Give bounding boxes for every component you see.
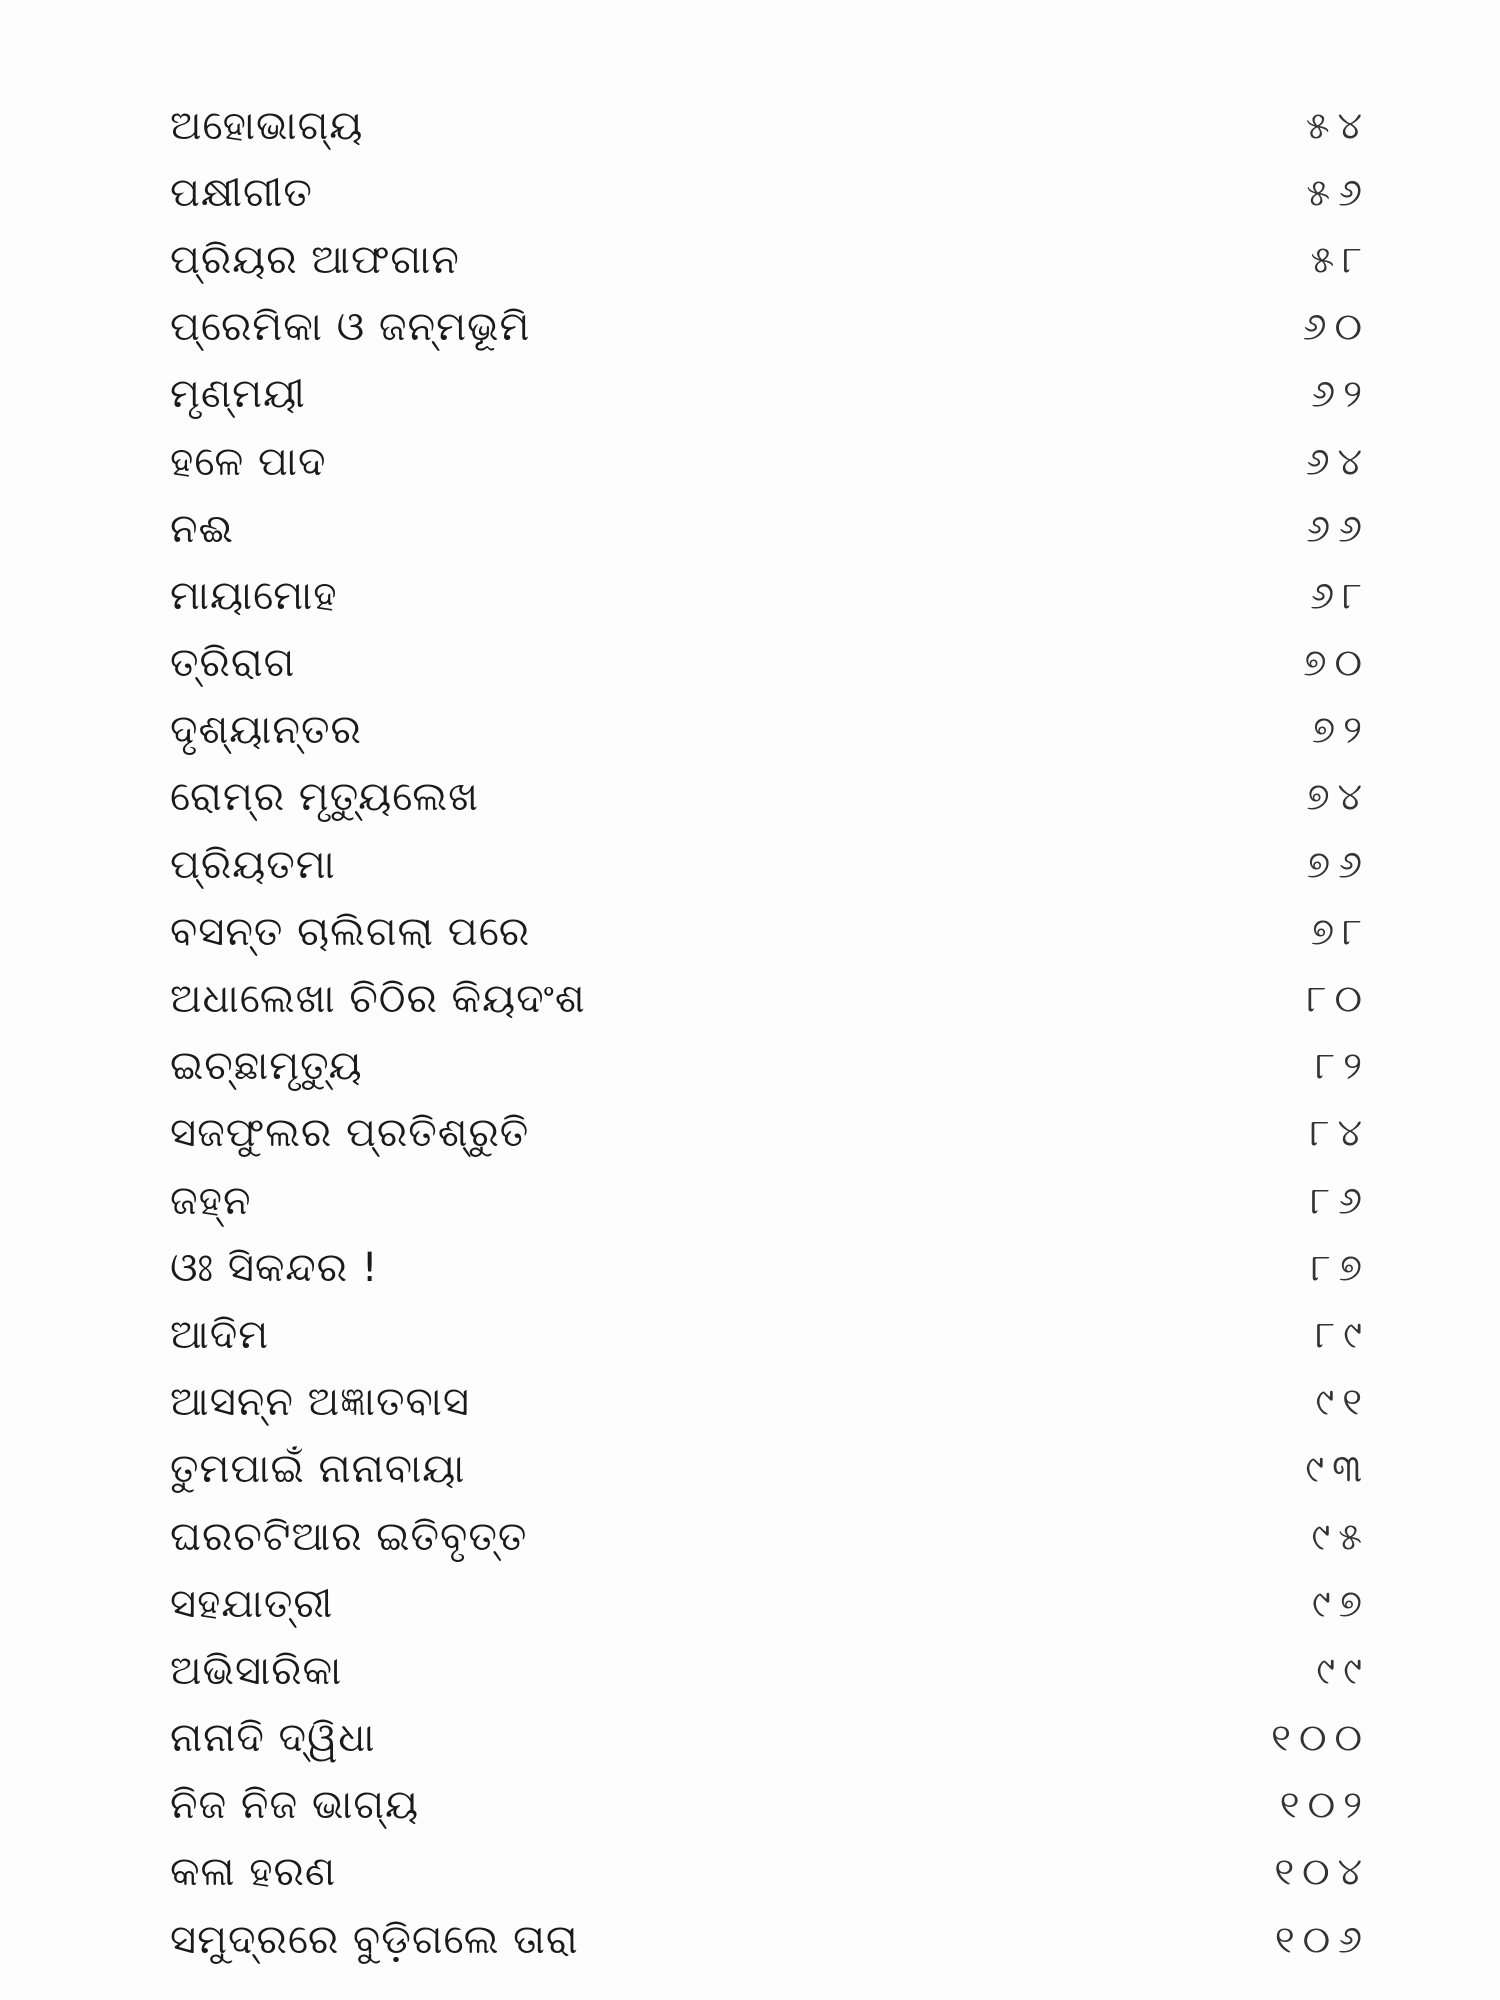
entry-title: ସଜଫୁଲର ପ୍ରତିଶ୍ରୁତି	[170, 1110, 530, 1157]
entry-title: ଅହୋଭାଗ୍ୟ	[170, 102, 364, 149]
entry-page-number: ୭୬	[1306, 842, 1370, 887]
toc-entry	[170, 92, 1370, 159]
table-of-contents	[170, 92, 1370, 1973]
toc-entry	[170, 1234, 1370, 1301]
entry-title: ଆସନ୍ନ ଅଜ୍ଞାତବାସ	[170, 1379, 470, 1426]
entry-title: ନିଜ ନିଜ ଭାଗ୍ୟ	[170, 1782, 420, 1829]
entry-title: ବସନ୍ତ ଚାଲିଗଲା ପରେ	[170, 908, 531, 955]
toc-entry	[170, 1436, 1370, 1503]
entry-title: ଇଚ୍ଛାମୃତ୍ୟୁ	[170, 1043, 363, 1090]
entry-title: ପ୍ରେମିକା ଓ ଜନ୍ମଭୂମି	[170, 304, 531, 351]
entry-title: ଦୃଶ୍ୟାନ୍ତର	[170, 707, 362, 754]
entry-page-number: ୮୬	[1310, 1178, 1370, 1223]
toc-entry	[170, 1772, 1370, 1839]
entry-page-number: ୫୪	[1305, 103, 1370, 148]
entry-title: ଆଦିମ	[170, 1311, 270, 1358]
entry-page-number: ୮୪	[1309, 1110, 1370, 1155]
entry-title: ତ୍ରିରାଗ	[170, 640, 296, 687]
entry-page-number: ୬୦	[1302, 304, 1370, 349]
entry-page-number: ୮୦	[1306, 976, 1370, 1021]
entry-title: ଓଃ ସିକନ୍ଦର !	[170, 1244, 379, 1291]
toc-entry	[170, 1167, 1370, 1234]
entry-page-number: ୧୦୦	[1271, 1715, 1370, 1760]
toc-entry	[170, 562, 1370, 629]
toc-entry	[170, 1637, 1370, 1704]
toc-entry	[170, 965, 1370, 1032]
entry-page-number: ୫୮	[1310, 237, 1370, 282]
toc-entry	[170, 495, 1370, 562]
entry-title: ସହଯାତ୍ରୀ	[170, 1580, 334, 1627]
entry-title: ହଳେ ପାଦ	[170, 438, 327, 485]
entry-page-number: ୮୭	[1310, 1245, 1370, 1290]
toc-entry	[170, 226, 1370, 293]
toc-entry	[170, 831, 1370, 898]
entry-title: ସମୁଦ୍ରରେ ବୁଡ଼ିଗଲେ ତାରା	[170, 1916, 579, 1963]
toc-entry	[170, 1839, 1370, 1906]
entry-page-number: ୯୩	[1305, 1446, 1370, 1491]
entry-title: ମାୟାମୋହ	[170, 572, 338, 619]
toc-entry	[170, 1033, 1370, 1100]
entry-title: ଜହ୍ନ	[170, 1177, 252, 1224]
entry-title: ତୁମପାଇଁ ନାନାବାୟା	[170, 1446, 466, 1493]
toc-entry	[170, 1100, 1370, 1167]
entry-page-number: ୬୬	[1306, 506, 1370, 551]
toc-entry	[170, 630, 1370, 697]
entry-title: କଳା ହରଣ	[170, 1849, 337, 1896]
entry-title: ପ୍ରିୟର ଆଫଗାନ	[170, 236, 460, 283]
entry-page-number: ୧୦୨	[1279, 1782, 1370, 1827]
entry-page-number: ୬୮	[1310, 573, 1370, 618]
entry-page-number: ୯୧	[1315, 1379, 1370, 1424]
toc-entry	[170, 1705, 1370, 1772]
toc-entry	[170, 898, 1370, 965]
toc-entry	[170, 1906, 1370, 1973]
entry-page-number: ୭୦	[1303, 640, 1370, 685]
toc-entry	[170, 697, 1370, 764]
entry-page-number: ୧୦୬	[1274, 1917, 1370, 1962]
toc-entry	[170, 764, 1370, 831]
entry-page-number: ୭୨	[1311, 707, 1370, 752]
entry-title: ଅଧାଲେଖା ଚିଠିର କିୟଦଂଶ	[170, 976, 586, 1023]
entry-page-number: ୭୪	[1306, 774, 1370, 819]
toc-entry	[170, 159, 1370, 226]
toc-entry	[170, 361, 1370, 428]
entry-page-number: ୬୪	[1305, 439, 1370, 484]
toc-entry	[170, 1570, 1370, 1637]
entry-page-number: ୭୮	[1310, 909, 1370, 954]
entry-title: ନଈ	[170, 505, 235, 552]
entry-page-number: ୧୦୪	[1274, 1849, 1370, 1894]
entry-title: ଘରଚଟିଆର ଇତିବୃତ୍ତ	[170, 1513, 528, 1560]
entry-title: ଅଭିସାରିକା	[170, 1647, 343, 1694]
entry-title: ପକ୍ଷୀଗୀତ	[170, 169, 313, 216]
entry-page-number: ୮୨	[1315, 1043, 1370, 1088]
toc-entry	[170, 428, 1370, 495]
toc-entry	[170, 1369, 1370, 1436]
toc-entry	[170, 294, 1370, 361]
entry-page-number: ୬୨	[1311, 371, 1370, 416]
entry-title: ରୋମ୍‌ର ମୃତ୍ୟୁଲେଖ	[170, 774, 479, 821]
entry-title: ମୃଣ୍ମୟୀ	[170, 371, 306, 418]
entry-page-number: ୮୯	[1315, 1312, 1370, 1357]
toc-entry	[170, 1301, 1370, 1368]
toc-entry	[170, 1503, 1370, 1570]
entry-page-number: ୯୭	[1311, 1581, 1370, 1626]
entry-page-number: ୯୯	[1316, 1648, 1370, 1693]
entry-title: ନାନାଦି ଦ୍ୱିଧା	[170, 1715, 376, 1762]
entry-page-number: ୫୬	[1306, 170, 1370, 215]
entry-title: ପ୍ରିୟତମା	[170, 841, 336, 888]
entry-page-number: ୯୫	[1311, 1514, 1370, 1559]
